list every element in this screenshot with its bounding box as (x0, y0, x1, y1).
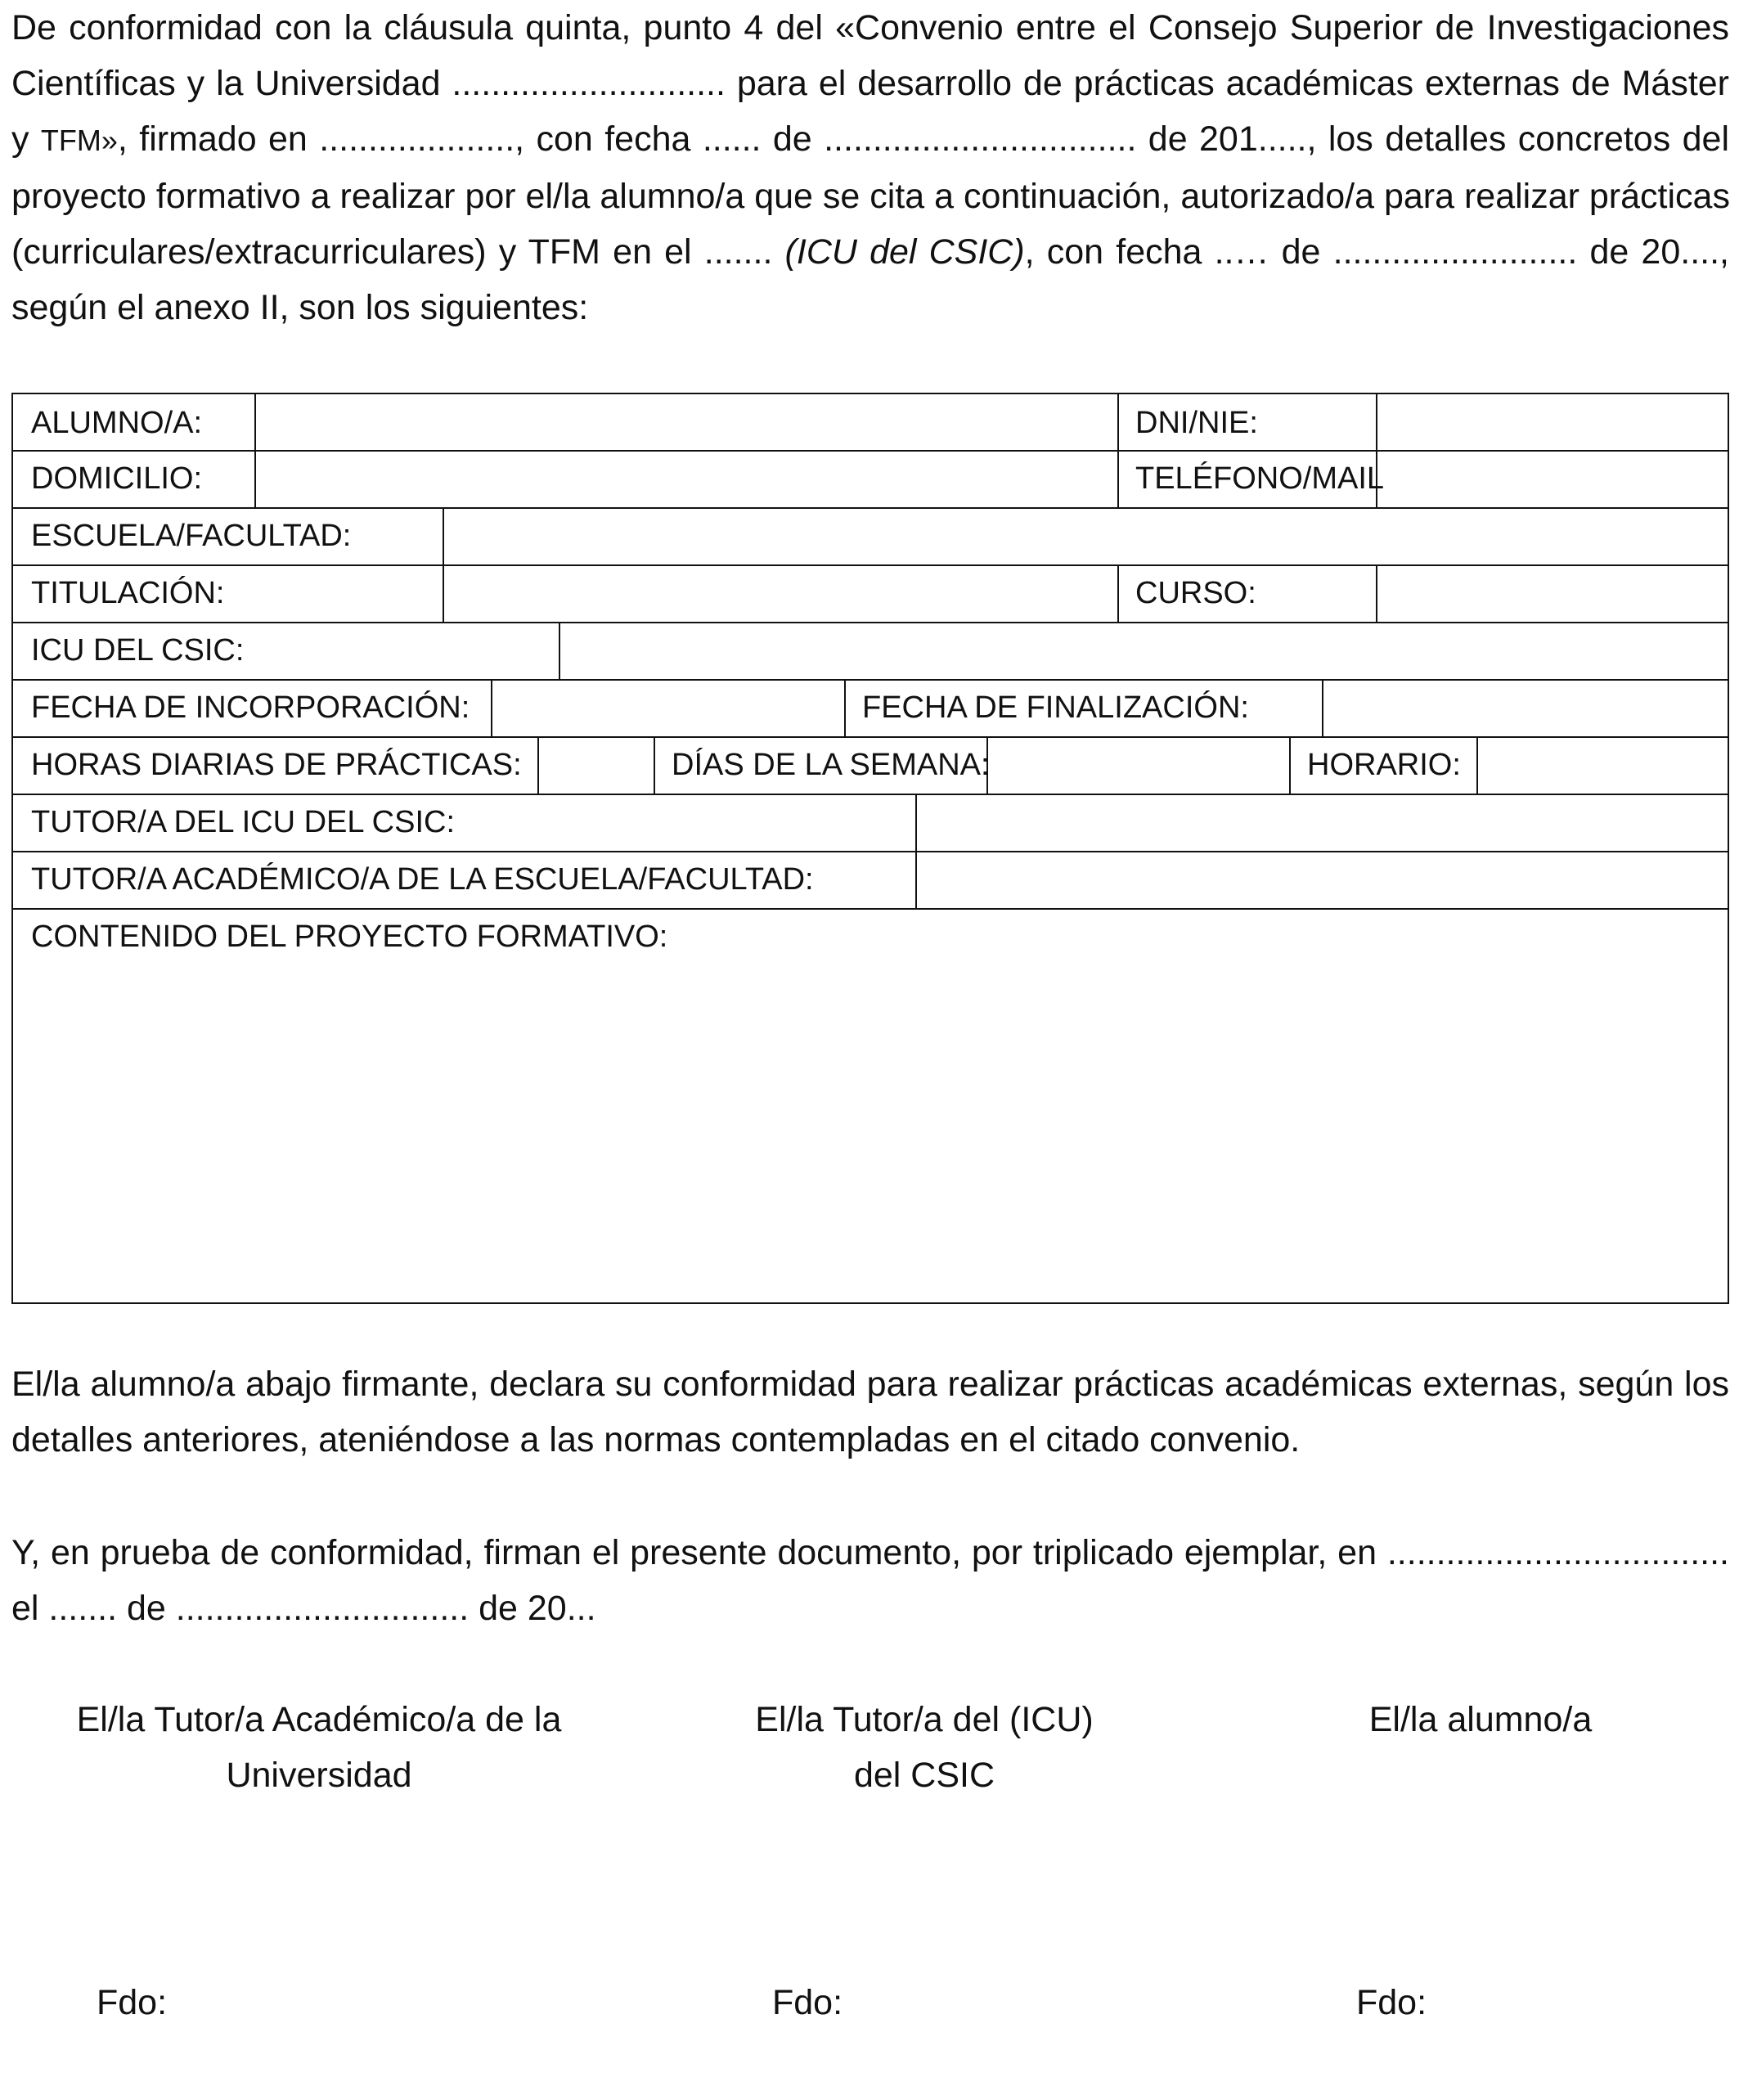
intro-text: , con fecha ..… de ......................... de 20...., (1024, 232, 1729, 272)
fdo-tutor-academico: Fdo: (97, 1983, 168, 2022)
field-fecha-finalizacion[interactable] (1323, 679, 1728, 736)
label-escuela: ESCUELA/FACULTAD: (31, 519, 352, 553)
intro-line: Científicas y la Universidad ............................ para el desarrollo de prácticas académicas externas de Máster (11, 64, 1729, 103)
label-fecha-finalizacion: FECHA DE FINALIZACIÓN: (862, 690, 1249, 725)
declaration-line: El/la alumno/a abajo firmante, declara su conformidad para realizar prácticas académicas externas, según los (11, 1365, 1729, 1404)
signature-title: Universidad (226, 1756, 412, 1795)
label-horario: HORARIO: (1307, 748, 1461, 782)
icu-italic: (ICU del CSIC) (784, 232, 1025, 272)
field-dias[interactable] (988, 736, 1289, 794)
signature-title: del CSIC (853, 1756, 995, 1795)
label-fecha-incorporacion: FECHA DE INCORPORACIÓN: (31, 690, 470, 725)
label-dni: DNI/NIE: (1135, 406, 1258, 440)
closing-line: el ....... de .............................. de 20... (11, 1589, 596, 1628)
field-contenido[interactable] (13, 965, 1728, 1302)
signature-alumno (1276, 1692, 1685, 1747)
intro-text: (curriculares/extracurriculares) y TFM en el ....... (11, 232, 785, 272)
signature-title: El/la alumno/a (1368, 1700, 1593, 1739)
intro-line (11, 224, 1729, 280)
fdo-alumno: Fdo: (1356, 1983, 1427, 2022)
field-alumno[interactable] (256, 394, 1117, 450)
label-contenido: CONTENIDO DEL PROYECTO FORMATIVO: (31, 920, 668, 954)
signature-tutor-icu (679, 1692, 1170, 1803)
field-curso[interactable] (1377, 564, 1728, 622)
field-escuela[interactable] (444, 507, 1728, 564)
closing-paragraph (11, 1525, 1729, 1636)
declaration-line: detalles anteriores, ateniéndose a las normas contempladas en el citado convenio. (11, 1420, 1301, 1459)
label-telefono: TELÉFONO/MAIL (1135, 461, 1385, 496)
field-horario[interactable] (1478, 736, 1728, 794)
field-fecha-incorporacion[interactable] (492, 679, 844, 736)
label-icu: ICU DEL CSIC: (31, 633, 245, 668)
intro-line: proyecto formativo a realizar por el/la alumno/a que se cita a continuación, autorizado/a para realizar prácticas (11, 177, 1730, 216)
tfm-abbrev: TFM» (40, 124, 118, 157)
closing-line: Y, en prueba de conformidad, firman el presente documento, por triplicado ejemplar, en ................................... (11, 1533, 1729, 1572)
label-curso: CURSO: (1135, 576, 1256, 610)
intro-text: y (11, 119, 41, 159)
label-dias: DÍAS DE LA SEMANA: (672, 748, 990, 782)
declaration-paragraph (11, 1356, 1729, 1468)
label-tutor-icu: TUTOR/A DEL ICU DEL CSIC: (31, 805, 456, 839)
field-titulacion[interactable] (444, 564, 1117, 622)
field-tutor-icu[interactable] (917, 794, 1728, 851)
field-telefono[interactable] (1377, 450, 1728, 507)
label-alumno: ALUMNO/A: (31, 406, 203, 440)
intro-line (11, 111, 1729, 169)
field-icu[interactable] (560, 622, 1728, 679)
label-horas: HORAS DIARIAS DE PRÁCTICAS: (31, 748, 522, 782)
field-domicilio[interactable] (256, 450, 1117, 507)
label-titulacion: TITULACIÓN: (31, 576, 225, 610)
intro-line: De conformidad con la cláusula quinta, punto 4 del «Convenio entre el Consejo Superior de Investigaciones (11, 8, 1729, 47)
field-dni[interactable] (1377, 394, 1728, 450)
fdo-tutor-icu: Fdo: (772, 1983, 843, 2022)
signature-title: El/la Tutor/a del (ICU) (755, 1700, 1094, 1739)
intro-line: según el anexo II, son los siguientes: (11, 288, 589, 327)
signature-tutor-academico (33, 1692, 605, 1803)
field-tutor-academico[interactable] (917, 851, 1728, 908)
intro-paragraph (11, 0, 1729, 335)
label-tutor-academico: TUTOR/A ACADÉMICO/A DE LA ESCUELA/FACULTAD: (31, 862, 814, 897)
intro-text: , firmado en ...................., con fecha ...... de ................................ de 201....., los detalles concretos del (117, 119, 1729, 159)
field-horas[interactable] (539, 736, 654, 794)
signature-title: El/la Tutor/a Académico/a de la (76, 1700, 562, 1739)
student-form (11, 393, 1729, 1304)
label-domicilio: DOMICILIO: (31, 461, 203, 496)
